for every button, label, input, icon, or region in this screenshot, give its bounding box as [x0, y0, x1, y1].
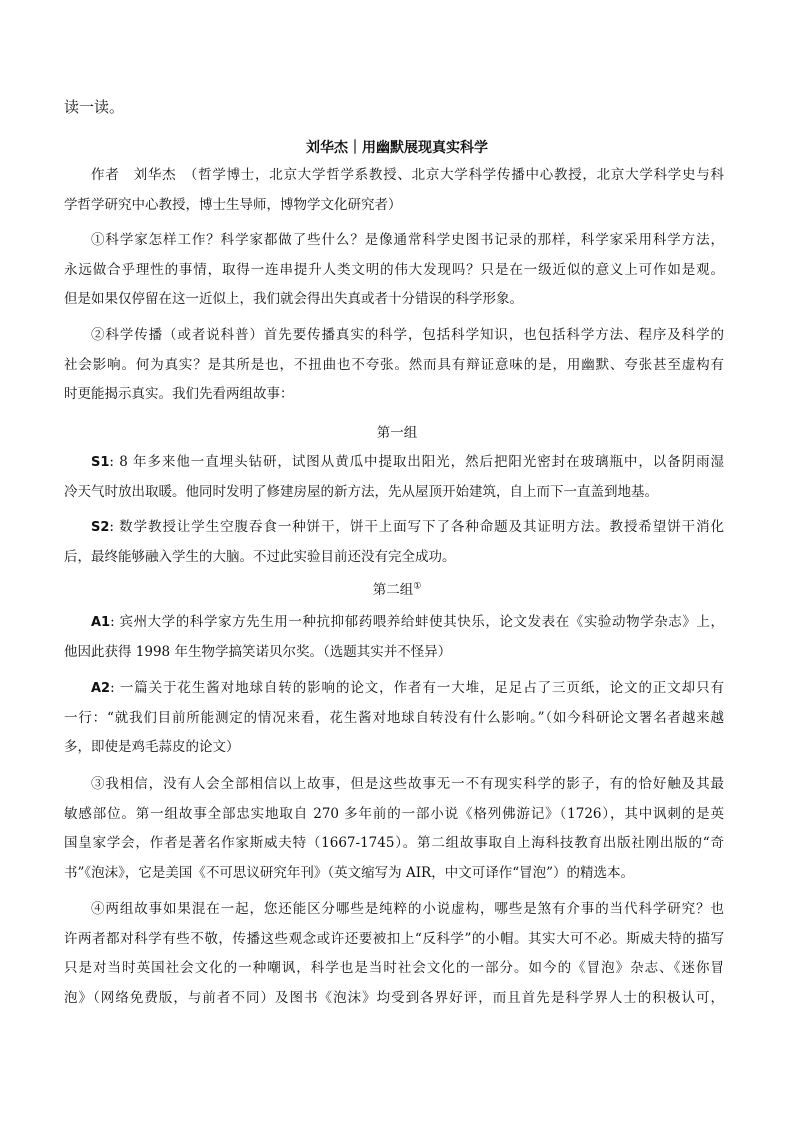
- paragraph-1: [64, 226, 724, 315]
- story-s1: [64, 448, 724, 507]
- text-line: 后，最终能够融入学生的大脑。不过此实验目前还没有完全成功。: [64, 548, 456, 565]
- text-line: 他因此获得 1998 年生物学搞笑诺贝尔奖。（选题其实并不怪异）: [64, 643, 452, 660]
- text-line: 作者 刘华杰 （哲学博士，北京大学哲学系教授、北京大学科学传播中心教授，北京大学科学史与科: [91, 167, 724, 183]
- text-line: [64, 674, 724, 704]
- text-line: [64, 608, 724, 638]
- story-label: A1: [91, 615, 111, 630]
- text-line: 许两者都对科学有些不敬，传播这些观念或许还要被扣上“反科学”的小帽。其实大可不必。斯威夫特的描写: [64, 930, 724, 947]
- footnote-marker: ①: [413, 581, 422, 592]
- text-line: [64, 448, 724, 478]
- author-info: [64, 161, 724, 220]
- group-2-heading: [0, 578, 794, 598]
- text-line: ④两组故事如果混在一起，您还能区分哪些是纯粹的小说虚构，哪些是煞有介事的当代科学研究？也: [91, 901, 724, 917]
- text-line: 多，即使是鸡毛蒜皮的论文）: [64, 739, 240, 755]
- text-line: 冷天气时放出取暖。他同时发明了修建房屋的新方法，先从屋顶开始建筑，自上而下一直盖到地基。: [64, 483, 658, 500]
- text-line: ③我相信，没有人会全部相信以上故事，但是这些故事无一不有现实科学的影子，有的恰好触及其最: [91, 776, 724, 792]
- paragraph-2: [64, 321, 724, 410]
- story-label: A2: [91, 681, 111, 696]
- text-line: 只是对当时英国社会文化的一种嘲讽，科学也是当时社会文化的一部分。如今的《冒泡》杂志、《迷你冒: [64, 960, 724, 976]
- text-line: 时更能揭示真实。我们先看两组故事：: [64, 386, 294, 402]
- text-line: 社会影响。何为真实？是其所是也，不扭曲也不夸张。然而具有辩证意味的是，用幽默、夸张甚至虚构有: [64, 356, 724, 373]
- article-title: 刘华杰｜用幽默展现真实科学: [306, 140, 488, 156]
- story-s2: [64, 513, 724, 572]
- text-line: [64, 513, 724, 543]
- paragraph-4: [64, 895, 724, 1013]
- story-text: : 一篇关于花生酱对地球自转的影响的论文，作者有一大堆，足足占了三页纸，论文的正文却只有: [110, 680, 724, 696]
- text-line: ①科学家怎样工作？科学家都做了些什么？是像通常科学史图书记录的那样，科学家采用科学方法，: [91, 232, 724, 248]
- text-line: 一行：“就我们目前所能测定的情况来看，花生酱对地球自转没有什么影响。”（如今科研论文署名者越来越: [64, 709, 724, 726]
- text-line: ②科学传播（或者说科普）首先要传播真实的科学，包括科学知识，也包括科学方法、程序及科学的: [91, 327, 724, 343]
- text-line: 学哲学研究中心教授，博士生导师，博物学文化研究者）: [64, 196, 402, 213]
- text-line: 泡》（网络免费版，与前者不同）及图书《泡沫》均受到各界好评，而且首先是科学界人士的积极认可，: [64, 989, 724, 1006]
- story-label: S2: [91, 520, 110, 535]
- text-line: 国皇家学会，作者是著名作家斯威夫特（1667-1745）。第二组故事取自上海科技教育出版社刚出版的“奇: [64, 835, 724, 851]
- group-1-heading: 第一组: [376, 425, 418, 441]
- text-line: 敏感部位。第一组故事全部忠实地取自 270 多年前的一部小说《格列佛游记》（1726），其中讽刺的是英: [64, 805, 724, 822]
- story-label: S1: [91, 455, 110, 470]
- story-text: : 数学教授让学生空腹吞食一种饼干，饼干上面写下了各种命题及其证明方法。教授希望饼干消化: [109, 519, 724, 535]
- paragraph-3: [64, 770, 724, 888]
- story-a2: [64, 674, 724, 763]
- intro-text: 读一读。: [64, 98, 125, 116]
- group-2-title: 第二组: [372, 582, 414, 598]
- story-text: : 宾州大学的科学家方先生用一种抗抑郁药喂养给蚌使其快乐，论文发表在《实验动物学杂志》上，: [110, 614, 724, 630]
- text-line: 但是如果仅停留在这一近似上，我们就会得出失真或者十分错误的科学形象。: [64, 291, 523, 307]
- text-line: 书”《泡沫》，它是美国《不可思议研究年刊》（英文缩写为 AIR，中文可译作“冒泡”）的精选本。: [64, 864, 634, 881]
- text-line: 永远做合乎理性的事情，取得一连串提升人类文明的伟大发现吗？只是在一级近似的意义上可作如是观。: [64, 261, 724, 278]
- story-a1: [64, 608, 724, 667]
- story-text: : 8 年多来他一直埋头钻研，试图从黄瓜中提取出阳光，然后把阳光密封在玻璃瓶中，以备阴雨湿: [109, 454, 724, 470]
